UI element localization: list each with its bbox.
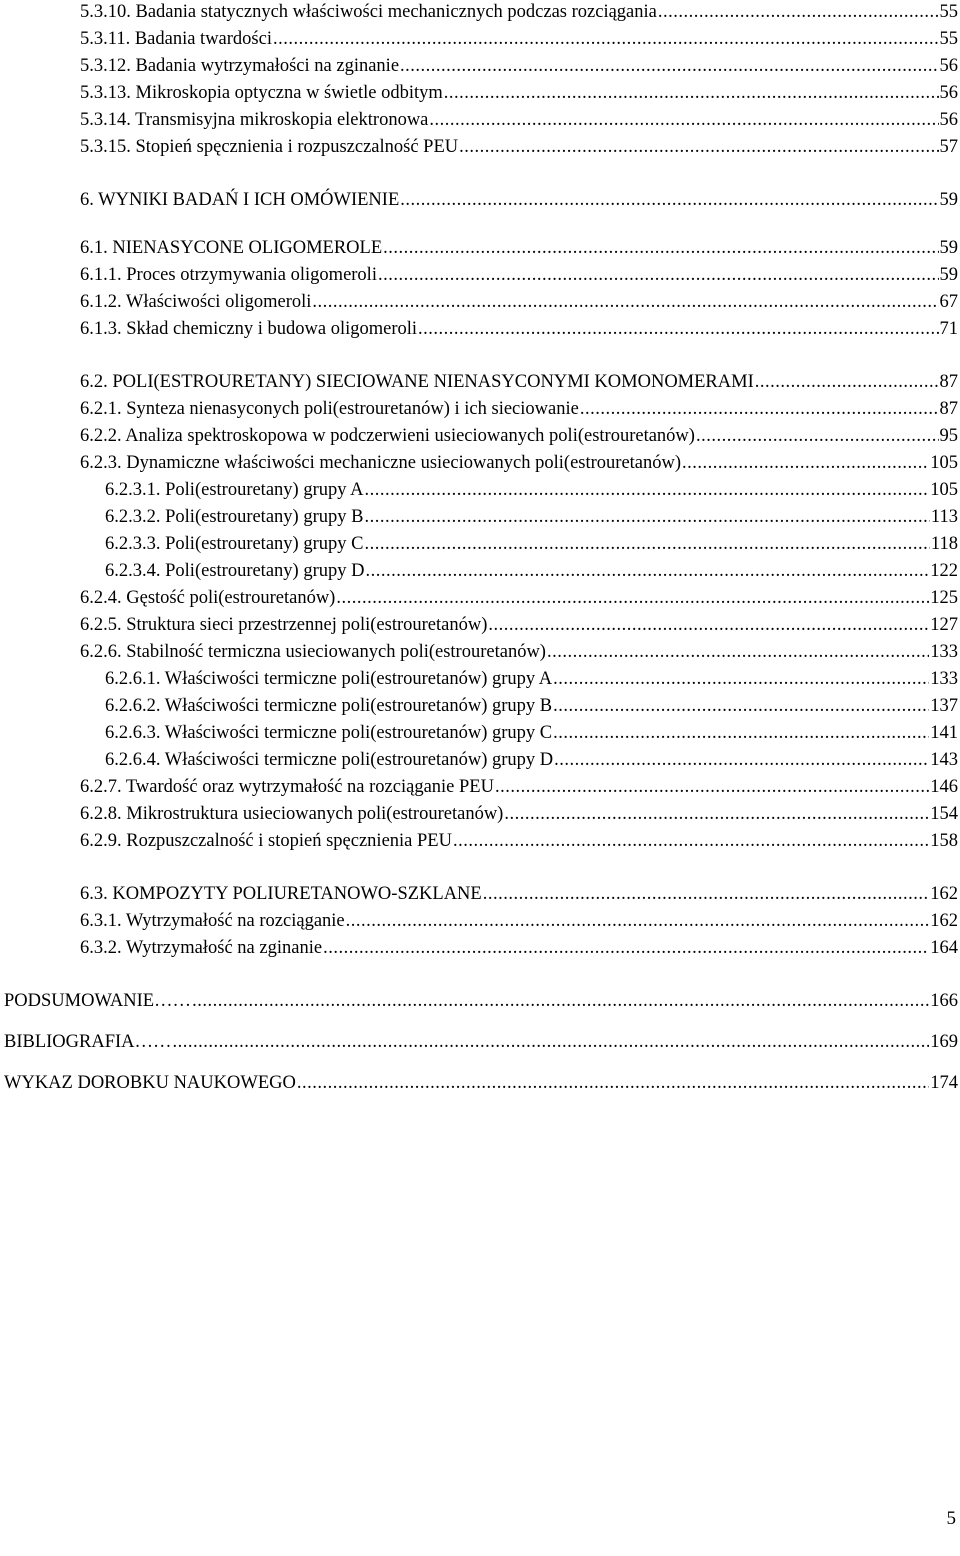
toc-entry-page: 87 <box>939 399 958 419</box>
toc-entry-page: 137 <box>930 696 958 716</box>
toc-entry <box>105 667 958 691</box>
toc-entry <box>80 54 958 78</box>
toc-leader-dots <box>323 936 929 960</box>
toc-leader-dots <box>192 989 929 1013</box>
toc-entry-title: 5.3.10. Badania statycznych właściwości mechanicznych podczas rozciągania <box>80 2 657 22</box>
toc-entry-title: 6.2.6.1. Właściwości termiczne poli(estrouretanów) grupy A <box>105 669 553 689</box>
toc-entry <box>80 188 958 212</box>
toc-entry-page: 154 <box>930 804 958 824</box>
toc-entry <box>80 802 958 826</box>
toc-entry-title: 6.1.2. Właściwości oligomeroli <box>80 292 312 312</box>
toc-entry-page: 174 <box>930 1073 958 1093</box>
toc-leader-dots <box>580 397 939 421</box>
toc-entry-title: 6.2.6.4. Właściwości termiczne poli(estrouretanów) grupy D <box>105 750 554 770</box>
toc-entry-title: 6.2.3.2. Poli(estrouretany) grupy B <box>105 507 364 527</box>
toc-entry-title: 6.2.5. Struktura sieci przestrzennej poli(estrouretanów) <box>80 615 488 635</box>
toc-entry-title: 6.2.4. Gęstość poli(estrouretanów) <box>80 588 336 608</box>
toc-entry-page: 71 <box>939 319 958 339</box>
toc-entry-page: 162 <box>930 884 958 904</box>
toc-entry-page: 158 <box>930 831 958 851</box>
toc-entry-title: 6.2.3.1. Poli(estrouretany) grupy A <box>105 480 364 500</box>
toc-entry <box>105 478 958 502</box>
toc-entry-title: 5.3.13. Mikroskopia optyczna w świetle odbitym <box>80 83 443 103</box>
toc-entry <box>4 1030 958 1054</box>
toc-entry-title: 6.2.3. Dynamiczne właściwości mechaniczne usieciowanych poli(estrouretanów) <box>80 453 682 473</box>
toc-leader-dots <box>297 1071 929 1095</box>
toc-leader-dots <box>173 1030 930 1054</box>
toc-entry-title: BIBLIOGRAFIA…… <box>4 1032 172 1052</box>
toc-entry <box>80 370 958 394</box>
toc-leader-dots <box>459 135 938 159</box>
toc-entry <box>80 829 958 853</box>
toc-entry-title: 5.3.15. Stopień spęcznienia i rozpuszczalność PEU <box>80 137 459 157</box>
toc-entry <box>80 81 958 105</box>
toc-entry <box>4 989 958 1013</box>
toc-entry-page: 95 <box>939 426 958 446</box>
toc-leader-dots <box>364 478 929 502</box>
toc-entry-title: 6.2.6.3. Właściwości termiczne poli(estrouretanów) grupy C <box>105 723 553 743</box>
toc-entry-title: 6.2.7. Twardość oraz wytrzymałość na rozciąganie PEU <box>80 777 494 797</box>
toc-leader-dots <box>346 909 930 933</box>
toc-entry <box>80 27 958 51</box>
toc-entry-page: 162 <box>930 911 958 931</box>
toc-entry <box>80 290 958 314</box>
toc-entry-title: 6. WYNIKI BADAŃ I ICH OMÓWIENIE <box>80 190 400 210</box>
toc-entry-page: 125 <box>930 588 958 608</box>
toc-entry-title: 5.3.14. Transmisyjna mikroskopia elektronowa <box>80 110 429 130</box>
toc-entry <box>80 909 958 933</box>
toc-entry-title: 6.2.8. Mikrostruktura usieciowanych poli(estrouretanów) <box>80 804 504 824</box>
toc-entry <box>80 236 958 260</box>
toc-leader-dots <box>553 721 929 745</box>
toc-entry-page: 113 <box>930 507 958 527</box>
toc-leader-dots <box>400 54 938 78</box>
toc-leader-dots <box>453 829 929 853</box>
toc-entry-title: 6.2. POLI(ESTROURETANY) SIECIOWANE NIENASYCONYMI KOMONOMERAMI <box>80 372 754 392</box>
toc-entry-page: 57 <box>939 137 958 157</box>
toc-entry-page: 133 <box>930 669 958 689</box>
toc-entry-title: 6.3.2. Wytrzymałość na zginanie <box>80 938 323 958</box>
toc-entry-title: 6.2.2. Analiza spektroskopowa w podczerwieni usieciowanych poli(estrouretanów) <box>80 426 695 446</box>
toc-entry-title: 6.2.9. Rozpuszczalność i stopień spęcznienia PEU <box>80 831 452 851</box>
toc-entry-page: 59 <box>939 265 958 285</box>
toc-entry <box>80 936 958 960</box>
toc-entry-page: 105 <box>930 480 958 500</box>
toc-entry-page: 127 <box>930 615 958 635</box>
toc-leader-dots <box>418 317 938 341</box>
toc-entry-page: 143 <box>930 750 958 770</box>
toc-leader-dots <box>682 451 929 475</box>
toc-leader-dots <box>364 505 929 529</box>
toc-entry-page: 166 <box>930 991 958 1011</box>
toc-entry-title: 6.3. KOMPOZYTY POLIURETANOWO-SZKLANE <box>80 884 482 904</box>
toc-entry-title: 6.3.1. Wytrzymałość na rozciąganie <box>80 911 345 931</box>
toc-entry-page: 141 <box>930 723 958 743</box>
toc-entry <box>80 424 958 448</box>
toc-entry-page: 56 <box>939 110 958 130</box>
toc-entry <box>4 1071 958 1095</box>
toc-leader-dots <box>429 108 938 132</box>
toc-entry-title: 6.2.6. Stabilność termiczna usieciowanych poli(estrouretanów) <box>80 642 546 662</box>
page-number: 5 <box>946 1508 956 1529</box>
toc-entry-page: 118 <box>930 534 958 554</box>
toc-entry <box>80 640 958 664</box>
toc-leader-dots <box>755 370 939 394</box>
toc-entry <box>105 505 958 529</box>
toc-entry-title: 5.3.12. Badania wytrzymałości na zginanie <box>80 56 400 76</box>
toc-leader-dots <box>495 775 929 799</box>
toc-entry <box>80 586 958 610</box>
toc-leader-dots <box>312 290 938 314</box>
toc-entry-title: 6.1.3. Skład chemiczny i budowa oligomeroli <box>80 319 418 339</box>
toc-entry-page: 59 <box>939 238 958 258</box>
toc-leader-dots <box>364 532 929 556</box>
toc-leader-dots <box>378 263 939 287</box>
toc-entry-title: 6.2.6.2. Właściwości termiczne poli(estrouretanów) grupy B <box>105 696 553 716</box>
toc-leader-dots <box>658 0 939 24</box>
toc-entry <box>80 775 958 799</box>
toc-entry <box>80 108 958 132</box>
toc-entry <box>80 263 958 287</box>
toc-entry-title: WYKAZ DOROBKU NAUKOWEGO <box>4 1073 296 1093</box>
toc-leader-dots <box>383 236 938 260</box>
toc-entry <box>105 532 958 556</box>
toc-entry <box>80 451 958 475</box>
toc-leader-dots <box>547 640 929 664</box>
toc-entry-page: 133 <box>930 642 958 662</box>
toc-entry-title: 5.3.11. Badania twardości <box>80 29 272 49</box>
toc-leader-dots <box>488 613 929 637</box>
toc-entry-page: 59 <box>939 190 958 210</box>
toc-entry <box>105 559 958 583</box>
toc-entry <box>105 694 958 718</box>
toc-entry <box>80 397 958 421</box>
toc-entry-title: 6.2.1. Synteza nienasyconych poli(estrouretanów) i ich sieciowanie <box>80 399 579 419</box>
toc-leader-dots <box>554 748 929 772</box>
toc-entry-page: 105 <box>930 453 958 473</box>
toc-entry-page: 169 <box>930 1032 958 1052</box>
toc-entry <box>105 721 958 745</box>
toc-leader-dots <box>336 586 929 610</box>
toc-entry-page: 122 <box>930 561 958 581</box>
toc-leader-dots <box>365 559 929 583</box>
toc-entry-page: 55 <box>939 29 958 49</box>
toc-entry-page: 56 <box>939 83 958 103</box>
toc-leader-dots <box>504 802 929 826</box>
toc-entry-title: 6.1. NIENASYCONE OLIGOMEROLE <box>80 238 383 258</box>
toc-leader-dots <box>400 188 938 212</box>
toc-entry <box>105 748 958 772</box>
toc-entry-title: 6.2.3.3. Poli(estrouretany) grupy C <box>105 534 364 554</box>
toc-leader-dots <box>553 694 929 718</box>
toc-entry-page: 146 <box>930 777 958 797</box>
toc-entry-page: 87 <box>939 372 958 392</box>
toc-entry <box>80 882 958 906</box>
toc-leader-dots <box>444 81 939 105</box>
toc-leader-dots <box>483 882 930 906</box>
toc-leader-dots <box>273 27 939 51</box>
toc-entry-page: 164 <box>930 938 958 958</box>
toc-entry <box>80 0 958 24</box>
toc-entry-page: 56 <box>939 56 958 76</box>
toc-entry <box>80 317 958 341</box>
toc-entry-page: 55 <box>939 2 958 22</box>
toc-entry-title: PODSUMOWANIE…… <box>4 991 192 1011</box>
toc-entry <box>80 135 958 159</box>
toc-leader-dots <box>553 667 929 691</box>
toc-entry-page: 67 <box>939 292 958 312</box>
toc-leader-dots <box>696 424 939 448</box>
toc-entry-title: 6.2.3.4. Poli(estrouretany) grupy D <box>105 561 365 581</box>
toc-entry-title: 6.1.1. Proces otrzymywania oligomeroli <box>80 265 377 285</box>
toc-entry <box>80 613 958 637</box>
